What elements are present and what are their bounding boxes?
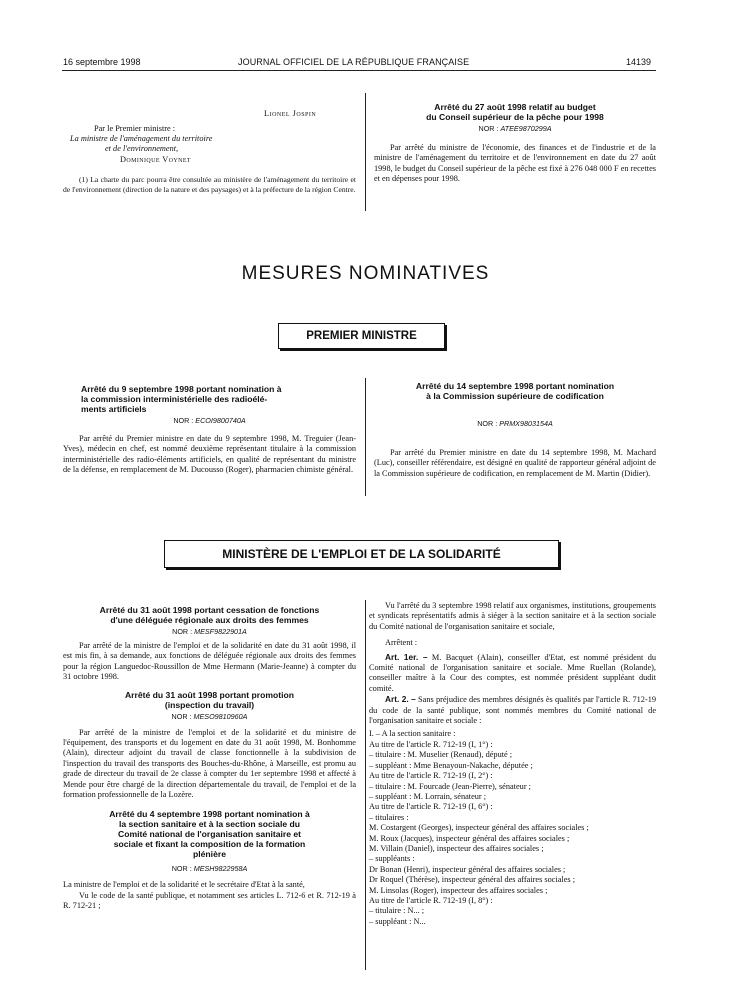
nor-reference: NOR : PRMX9803154A (477, 419, 553, 428)
arrete-title: Arrêté du 9 septembre 1998 portant nomination à la commission interministérielle des radioélé- ments artificiels (81, 384, 282, 414)
arrete-body-promotion: Par arrêté de la ministre de l'emploi et de la solidarité et du ministre de l'équipement, des transports et du logement en date du 31 août 1998, M. Bonhomme (Alain), directeur adjoint du travail de classe fonctionnelle à la subdivision de l'inspection du travail des transports des Bouches-du-Rhône, à Marseille, est promu au grade de directeur du travail de 2e classe à compter du 1er septembre 1998 et affecté à Mende pour être chargé de la direction départementale du travail, de l'emploi et de la formation professionnelle de la Lozère. (63, 727, 356, 800)
list-item: – titulaires : (369, 812, 409, 822)
arrete-title-cessation: Arrêté du 31 août 1998 portant cessation de fonctions d'une déléguée régionale aux droits des femmes (99, 605, 320, 625)
arrete-title-comite-national: Arrêté du 4 septembre 1998 portant nomination à la section sanitaire et à la section sociale du Comité national de l'organisation sanitaire et sociale et fixant la composition de la formation plénière (109, 809, 310, 860)
list-item: M. Costargent (Georges), inspecteur général des affaires sociales ; (369, 823, 589, 833)
list-item: M. Linsolas (Roger), inspecteur des affaires sociales ; (369, 885, 548, 895)
footnote: (1) La charte du parc pourra être consultée au ministère de l'aménagement du territoire et de l'environnement (direction de la nature et des paysages) et à la préfecture de la région Centre. (63, 175, 356, 194)
list-item: I. – A la section sanitaire : (369, 729, 456, 739)
arrete-body: Par arrêté du Premier ministre en date du 14 septembre 1998, M. Machard (Luc), conseiller référendaire, est désigné en qualité de rapporteur général adjoint de la Commission supérieure de codification, en remplacement de M. Martin (Didier). (374, 448, 656, 478)
ministry-heading-premier-ministre: PREMIER MINISTRE (278, 323, 445, 349)
signature-jospin: Lionel Jospin (264, 109, 317, 118)
column-divider-pm (365, 378, 366, 496)
article-2: Art. 2. – Sans préjudice des membres désignés ès qualités par l'article R. 712-19 du code de la santé publique, sont nommés membres du Comité national de l'organisation sanitaire et sociale : (369, 694, 657, 726)
list-item: – suppléant : N... (369, 916, 426, 926)
nor-reference: NOR : MESO9810960A (171, 711, 248, 721)
arrete-body-comite: La ministre de l'emploi et de la solidarité et le secrétaire d'Etat à la santé, Vu le code de la santé publique, et notamment ses articles L. 712-6 et R. 712-19 à R. 712-21 ; (63, 880, 356, 911)
emploi-left-column (63, 605, 356, 912)
list-item: Au titre de l'article R. 712-19 (I, 6°) : (369, 802, 493, 812)
list-item: Au titre de l'article R. 712-19 (I, 8°) : (369, 895, 493, 905)
column-divider-top (365, 93, 366, 211)
arrete-title: Arrêté du 14 septembre 1998 portant nomination à la Commission supérieure de codification (415, 381, 615, 401)
section-heading-mesures: MESURES NOMINATIVES (241, 263, 490, 284)
list-item: – suppléant : Mme Benayoun-Nakache, députée ; (369, 760, 533, 770)
list-item: Au titre de l'article R. 712-19 (I, 1°) : (369, 739, 493, 749)
arrete-title-promotion: Arrêté du 31 août 1998 portant promotion (inspection du travail) (124, 689, 295, 710)
arrete-codification (374, 381, 656, 479)
nor-reference: NOR : MESF9822901A (172, 627, 247, 636)
arretent: Arrêtent : (385, 638, 418, 648)
header-rule (62, 70, 656, 71)
article-1: Art. 1er. – M. Bacquet (Alain), conseiller d'Etat, est nommé président du Comité national de l'organisation sanitaire et sociale. Mme Ruellan (Rolande), conseiller maître à la Cour des comptes, est nommée président suppléant dudit comité. (369, 651, 657, 693)
signature-voynet: Dominique Voynet (120, 155, 191, 164)
arrete-radioelements (63, 384, 356, 476)
list-item: M. Roux (Jacques), inspecteur général des affaires sociales ; (369, 833, 570, 843)
column-divider-emploi (365, 600, 366, 970)
list-item: – suppléants : (369, 854, 415, 864)
membres-list (369, 729, 656, 927)
par-le-premier-ministre: Par le Premier ministre : (94, 124, 176, 133)
list-item: – suppléant : M. Lorrain, sénateur ; (369, 791, 487, 801)
nor-reference: NOR : ECOI9800740A (173, 416, 246, 425)
ministre-title-line2: et de l'environnement, (105, 144, 179, 153)
list-item: Dr Roquel (Thérèse), inspecteur général des affaires sociales ; (369, 875, 576, 885)
ministre-title-line1: La ministre de l'aménagement du territoire (70, 134, 213, 143)
ministry-heading-emploi-solidarite: MINISTÈRE DE L'EMPLOI ET DE LA SOLIDARITÉ (164, 540, 559, 568)
emploi-right-column (369, 601, 656, 927)
list-item: M. Villain (Daniel), inspecteur des affaires sociales ; (369, 843, 544, 853)
nor-reference: NOR : MESH9822958A (171, 864, 248, 874)
arrete-budget-peche (374, 102, 656, 185)
list-item: – titulaire : M. Muselier (Renaud), député ; (369, 750, 513, 760)
arrete-body-cessation: Par arrêté de la ministre de l'emploi et de la solidarité en date du 31 août 1998, il est mis fin, à sa demande, aux fonctions de déléguée régionale aux droits des femmes pour la région Languedoc-Roussillon de Mme Hermann (Marie-Jeanne) à compter du 31 octobre 1998. (63, 641, 356, 682)
nor-reference: NOR : ATEE9870299A (478, 124, 552, 133)
header-page-number: 14139 (626, 57, 652, 67)
header-date: 16 septembre 1998 (63, 57, 141, 67)
vu-arrete: Vu l'arrêté du 3 septembre 1998 relatif aux organismes, institutions, groupements et syndicats représentatifs admis à siéger à la section sanitaire et à la section sociale du Comité national de l'organisation sanitaire et sociale, (369, 601, 656, 631)
arrete-title: Arrêté du 27 août 1998 relatif au budget du Conseil supérieur de la pêche pour 1998 (426, 102, 604, 122)
list-item: Dr Bonan (Henri), inspecteur général des affaires sociales ; (369, 864, 566, 874)
list-item: Au titre de l'article R. 712-19 (I, 2°) : (369, 771, 493, 781)
arrete-body: Par arrêté du ministre de l'économie, des finances et de l'industrie et de la ministre de l'aménagement du territoire et de l'environnement en date du 27 août 1998, le budget du Conseil supérieur de la pêche est fixé à 276 048 000 F en recettes et en dépenses pour 1998. (374, 143, 656, 184)
header-journal-title: JOURNAL OFFICIEL DE LA RÉPUBLIQUE FRANÇAISE (238, 57, 470, 67)
list-item: – titulaire : N... ; (369, 906, 425, 916)
list-item: – titulaire : M. Fourcade (Jean-Pierre), sénateur ; (369, 781, 531, 791)
arrete-body: Par arrêté du Premier ministre en date du 9 septembre 1998, M. Treguier (Jean-Yves), médecin en chef, est nommé deuxième représentant titulaire à la commission interministérielle des radio-éléments artificiels, en qualité de représentant du ministre de la défense, en remplacement de M. Ducousso (Roger), pharmacien chimiste général. (63, 434, 356, 475)
